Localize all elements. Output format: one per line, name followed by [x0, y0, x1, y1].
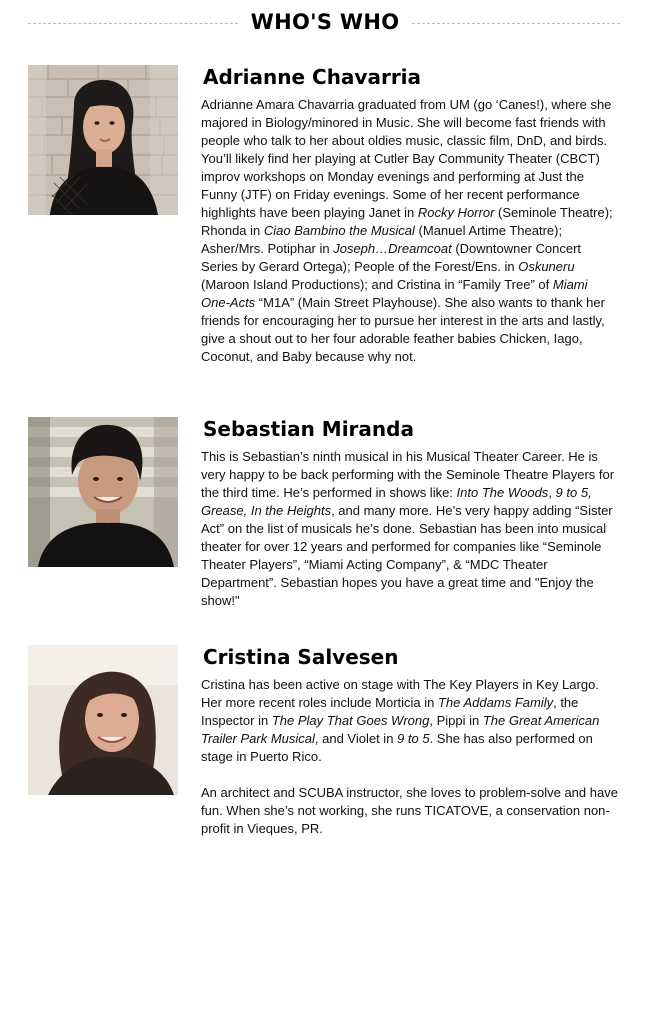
- performer-bio-extra: An architect and SCUBA instructor, she loves to problem-solve and have fun. When she’s not working, she runs TICATOVE, a conservation non-profit in Vieques, PR.: [201, 785, 618, 836]
- bio-text: (Manuel Artime Theatre); Asher/Mrs. Potiphar in: [201, 223, 563, 256]
- bio-text: ,: [548, 485, 556, 500]
- performer-bio: [201, 448, 619, 610]
- bio-text: “M1A” (Main Street Playhouse). She also wants to thank her friends for encouraging her to pursue her interest in the arts and lastly, give a shout out to her four adorable feather babies Chicken, Iago, Coconut, and Baby because why not.: [201, 295, 605, 364]
- header-rule-right: [412, 23, 620, 24]
- bio-text: , the Inspector in: [201, 695, 579, 728]
- bio-italic-title: Oskuneru: [518, 259, 575, 274]
- page-header: [28, 10, 620, 38]
- bio-italic-title: Rocky Horror: [417, 205, 495, 220]
- header-rule-left: [28, 23, 238, 24]
- bio-italic-title: Joseph…Dreamcoat: [333, 241, 452, 256]
- bio-text: Cristina has been active on stage with The Key Players in Key Largo. Her more recent roles include Morticia in: [201, 677, 599, 710]
- performer-bio: [201, 96, 619, 366]
- bio-italic-title: 9 to 5: [397, 731, 430, 746]
- performer-name: Cristina Salvesen: [203, 645, 399, 669]
- bio-text: Adrianne Amara Chavarria graduated from UM (go ‘Canes!), where she majored in Biology/minored in Music. She will become fast friends with people who talk to her about oldies music, classic film, DnD, and birds. You’ll likely find her playing at Cutler Bay Community Theater (CBCT) improv workshops on Monday evenings and performing at Just the Funny (JTF) on Friday evenings. Some of her recent performance highlights have been playing Janet in: [201, 97, 612, 220]
- bio-italic-title: The Addams Family: [437, 695, 554, 710]
- bio-text: (Maroon Island Productions); and Cristina in “Family Tree” of: [201, 277, 553, 292]
- bio-text: (Downtowner Concert Series by Gerard Ortega); People of the Forest/Ens. in: [201, 241, 582, 274]
- headshot-photo: [28, 65, 178, 215]
- performer-name: Adrianne Chavarria: [203, 65, 422, 89]
- bio-text: . She has also performed on stage in Puerto Rico.: [201, 731, 593, 764]
- bio-italic-title: Ciao Bambino the Musical: [263, 223, 415, 238]
- headshot-photo: [28, 645, 178, 795]
- bio-text: , and Violet in: [314, 731, 398, 746]
- bio-text: (Seminole Theatre); Rhonda in: [201, 205, 613, 238]
- performer-bio: [201, 676, 619, 766]
- bio-text: This is Sebastian’s ninth musical in his Musical Theater Career. He is very happy to be back performing with the Seminole Theatre Players for the third time. He’s performed in shows like:: [201, 449, 615, 500]
- bio-italic-title: The Play That Goes Wrong: [271, 713, 430, 728]
- bio-text: , and many more. He’s very happy adding “Sister Act” on the list of musicals he’s done. Sebastian has been into musical theater for over 12 years and performed for companies like “Seminole Theater Players”, “Miami Acting Company”, & “MDC Theater Department”. Sebastian hopes you have a great time and "Enjoy the show!": [201, 503, 613, 608]
- headshot-photo: [28, 417, 178, 567]
- bio-text: , Pippi in: [429, 713, 483, 728]
- bio-italic-title: 9 to 5, Grease, In the Heights: [201, 485, 592, 518]
- page-title: WHO'S WHO: [250, 10, 400, 34]
- bio-italic-title: Into The Woods: [456, 485, 549, 500]
- bio-italic-title: Miami One-Acts: [201, 277, 588, 310]
- performer-name: Sebastian Miranda: [203, 417, 414, 441]
- bio-italic-title: The Great American Trailer Park Musical: [201, 713, 600, 746]
